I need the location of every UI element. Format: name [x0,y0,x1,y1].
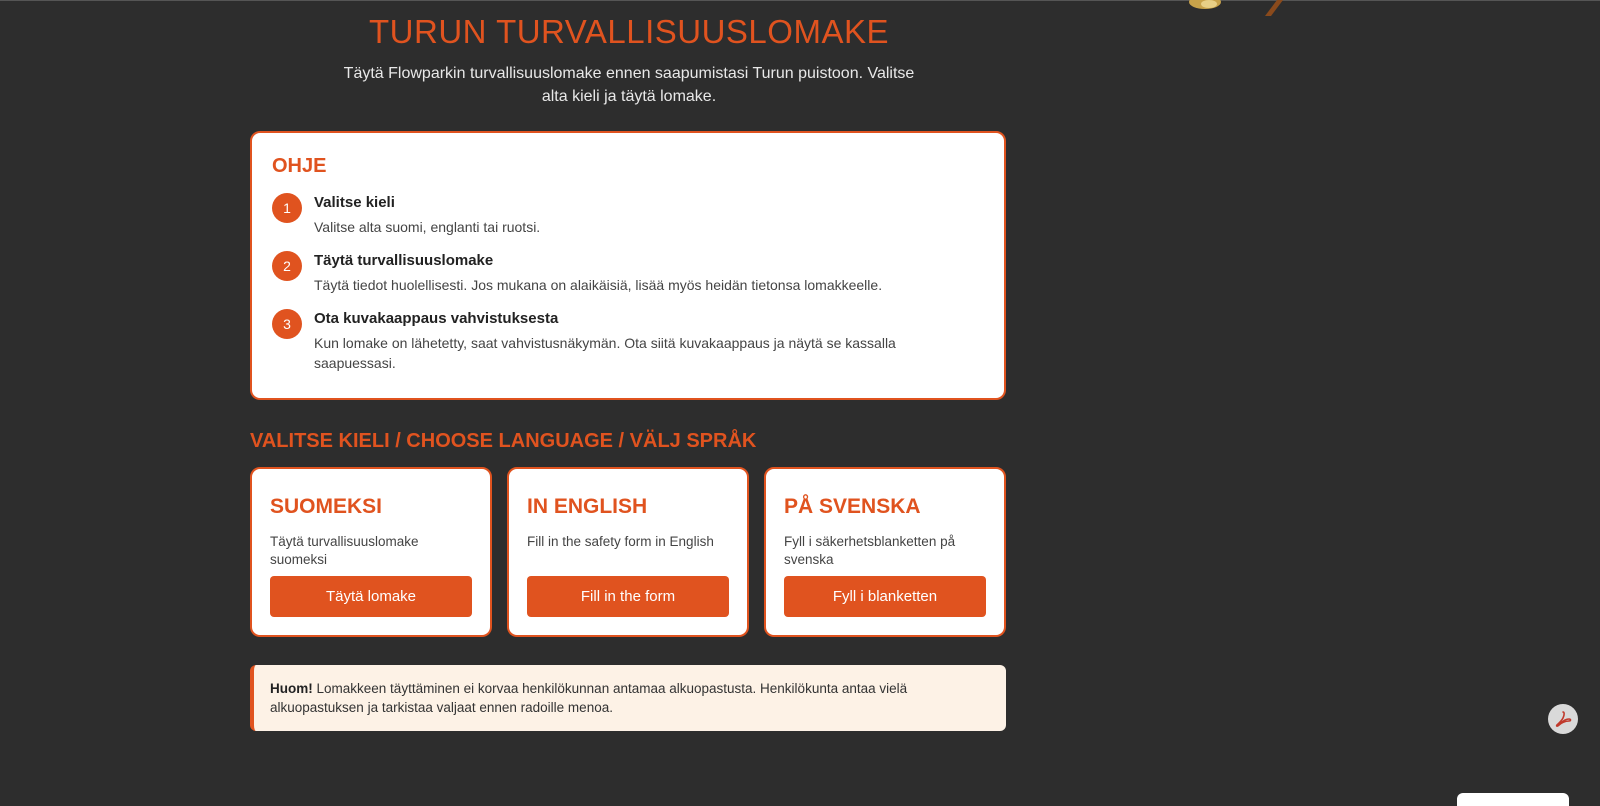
fill-form-finnish-button[interactable]: Täytä lomake [270,576,472,617]
step-number-badge: 3 [272,309,302,339]
bottom-widget-tab[interactable] [1457,793,1569,806]
language-card-title: SUOMEKSI [270,495,383,518]
step-number-badge: 1 [272,193,302,223]
notice-text: Lomakkeen täyttäminen ei korvaa henkilökunnan antamaa alkuopastusta. Henkilökunta antaa vielä alkuopastuksen ja tarkistaa valjaat ennen radoille menoa. [270,681,908,715]
fill-form-swedish-button[interactable]: Fyll i blanketten [784,576,986,617]
step-content [314,193,540,237]
language-card-english [507,467,749,637]
step-title: Täytä turvallisuuslomake [314,252,494,269]
decoration-illustration [1185,0,1305,16]
fill-form-english-button[interactable]: Fill in the form [527,576,729,617]
page-subtitle: Täytä Flowparkin turvallisuuslomake ennen saapumistasi Turun puistoon. Valitse alta kieli ja täytä lomake. [343,65,915,105]
step-title: Valitse kieli [314,194,395,211]
guide-step-2 [272,251,984,295]
language-card-title: IN ENGLISH [527,495,648,518]
language-card-title: PÅ SVENSKA [784,495,921,518]
pdf-icon [1554,710,1572,728]
notice-box [250,665,1006,731]
guide-steps [272,193,984,373]
guide-title: OHJE [272,155,327,177]
step-text: Kun lomake on lähetetty, saat vahvistusnäkymän. Ota siitä kuvakaappaus ja näytä se kassalla saapuessasi. [314,335,896,371]
step-number-badge: 2 [272,251,302,281]
step-content [314,309,914,373]
language-card-finnish [250,467,492,637]
language-card-swedish [764,467,1006,637]
language-heading: VALITSE KIELI / CHOOSE LANGUAGE / VÄLJ SPRÅK [250,430,757,452]
language-card-description: Täytä turvallisuuslomake suomeksi [270,534,419,567]
guide-step-3 [272,309,984,373]
page-title: TURUN TURVALLISUUSLOMAKE [369,13,889,50]
language-card-description: Fyll i säkerhetsblanketten på svenska [784,534,956,567]
top-divider [0,0,1600,1]
step-title: Ota kuvakaappaus vahvistuksesta [314,310,559,327]
notice-label: Huom! [270,681,313,696]
page-header [252,10,1006,108]
pdf-button[interactable] [1548,704,1578,734]
guide-step-1 [272,193,984,237]
step-text: Täytä tiedot huolellisesti. Jos mukana on alaikäisiä, lisää myös heidän tietonsa lomakkeelle. [314,277,883,293]
guide-card [250,131,1006,400]
language-card-description: Fill in the safety form in English [527,534,714,549]
step-text: Valitse alta suomi, englanti tai ruotsi. [314,219,541,235]
step-content [314,251,882,295]
